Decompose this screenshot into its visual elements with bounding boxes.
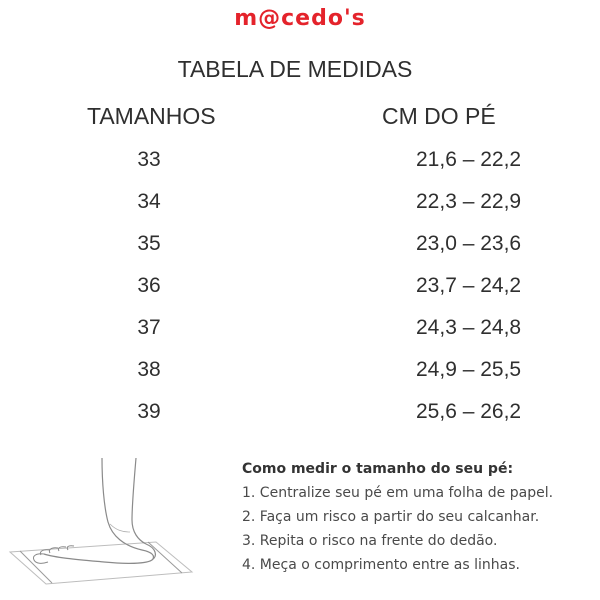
measuring-instructions [242, 459, 597, 579]
instruction-step: 4. Meça o comprimento entre as linhas. [242, 557, 520, 573]
cm-cell: 22,3 – 22,9 [416, 190, 522, 213]
size-cell: 37 [137, 316, 161, 339]
cm-cell: 24,3 – 24,8 [416, 316, 522, 339]
brand-logo: m@cedo's [234, 6, 366, 31]
size-cell: 38 [137, 358, 161, 381]
page-title: TABELA DE MEDIDAS [177, 56, 413, 82]
table-row [0, 400, 600, 430]
size-cell: 35 [137, 232, 161, 255]
table-row [0, 274, 600, 304]
size-cell: 36 [137, 274, 161, 297]
table-row [0, 358, 600, 388]
instructions-heading: Como medir o tamanho do seu pé: [242, 461, 514, 477]
column-header-foot-cm: CM DO PÉ [382, 103, 496, 129]
instruction-step: 2. Faça um risco a partir do seu calcanhar. [242, 509, 540, 525]
cm-cell: 23,0 – 23,6 [416, 232, 522, 255]
cm-cell: 25,6 – 26,2 [416, 400, 522, 423]
size-cell: 34 [137, 190, 161, 213]
table-row [0, 148, 600, 178]
instruction-step: 1. Centralize seu pé em uma folha de papel. [242, 485, 554, 501]
foot-on-paper-icon [6, 452, 196, 587]
table-row [0, 232, 600, 262]
table-row [0, 316, 600, 346]
instruction-step: 3. Repita o risco na frente do dedão. [242, 533, 498, 549]
column-header-sizes: TAMANHOS [87, 103, 216, 129]
table-row [0, 190, 600, 220]
size-cell: 33 [137, 148, 161, 171]
cm-cell: 24,9 – 25,5 [416, 358, 522, 381]
cm-cell: 23,7 – 24,2 [416, 274, 522, 297]
size-cell: 39 [137, 400, 161, 423]
cm-cell: 21,6 – 22,2 [416, 148, 522, 171]
